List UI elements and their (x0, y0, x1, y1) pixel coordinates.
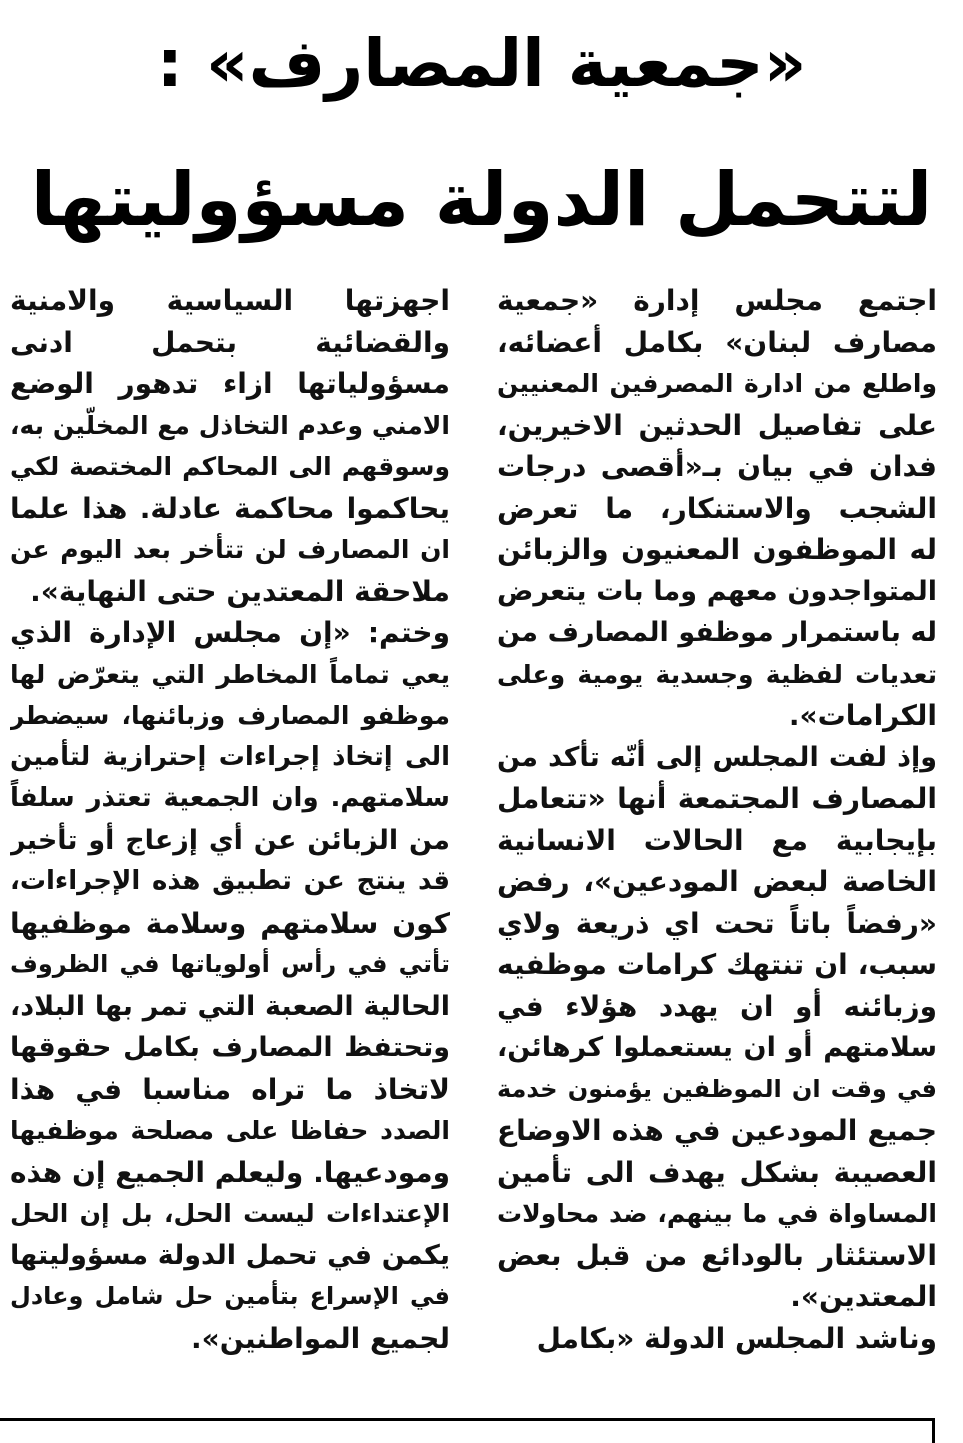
text-line: له باستمرار موظفو المصارف من (497, 617, 937, 648)
text-line: ملاحقة المعتدين حتى النهاية». (30, 574, 450, 608)
text-line: في وقت ان الموظفين يؤمنون خدمة (497, 1074, 937, 1103)
text-line: المتواجدون معهم وما بات يتعرض (497, 575, 937, 607)
text-line: لاتخاذ ما تراه مناسبا في هذا (10, 1072, 450, 1106)
text-line: المصارف المجتمعة أنها «تتعامل (497, 782, 937, 815)
text-line: الشجب والاستنكار، ما تعرض (497, 491, 937, 525)
text-line: بإيجابية مع الحالات الانسانية (497, 823, 937, 857)
text-line: «رفضاً باتاً تحت اي ذريعة ولاي (497, 906, 937, 940)
text-line: وإذ لفت المجلس إلى أنّه تأكد من (497, 741, 937, 773)
text-line: وناشد المجلس الدولة «بكامل (536, 1321, 937, 1355)
text-line: المعتدين». (790, 1280, 937, 1313)
text-line: يحاكموا محاكمة عادلة. هذا علما (10, 491, 450, 525)
text-line: الامني وعدم التخاذل مع المخلّين به، (10, 410, 450, 440)
text-line: له الموظفون المعنيون والزبائن (497, 533, 937, 566)
text-line: وختم: «إن مجلس الإدارة الذي (10, 616, 450, 649)
text-line: من الزبائن عن أي إزعاج أو تأخير (10, 824, 450, 856)
text-line: كون سلامتهم وسلامة موظفيها (10, 906, 450, 940)
text-line: لجميع المواطنين». (191, 1321, 450, 1355)
text-line: سلامتهم. وان الجمعية تعتذر سلفاً (10, 783, 450, 813)
bottom-border-rule (0, 1418, 935, 1443)
headline-line-2: لتتحمل الدولة مسؤوليتها (30, 157, 933, 243)
text-line: الاستئثار بالودائع من قبل بعض (497, 1238, 937, 1272)
text-line: اجتمع مجلس إدارة «جمعية (497, 284, 937, 317)
article-column-left (10, 280, 450, 1359)
text-line: الى إتخاذ إجراءات إحترازية لتأمين (10, 741, 450, 772)
text-line: قد ينتج عن تطبيق هذه الإجراءات، (10, 866, 450, 896)
text-line: وتحتفظ المصارف بكامل حقوقها (10, 1032, 450, 1063)
text-line: المساواة في ما بينهم، ضد محاولات (497, 1199, 937, 1228)
text-line: فدان في بيان بـ«أقصى درجات (497, 450, 937, 483)
text-line: تأتي في رأس أولوياتها في الظروف (10, 950, 450, 978)
text-line: ان المصارف لن تتأخر بعد اليوم عن (10, 535, 450, 564)
text-line: وسوقهم الى المحاكم المختصة لكي (10, 452, 450, 481)
text-line: مصارف لبنان» بكامل أعضائه، (497, 325, 937, 359)
article-column-right (497, 280, 937, 1359)
text-line: موظفو المصارف وزبائنها، سيضطر (10, 701, 450, 730)
text-line: سبب، ان تنتهك كرامات موظفيه (497, 948, 937, 981)
text-line: الكرامات». (788, 699, 937, 732)
text-line: يعي تماماً المخاطر التي يتعرّض لها (10, 659, 450, 689)
text-line: في الإسراع بتأمين حل شامل وعادل (10, 1282, 450, 1310)
text-line: الحالية الصعبة التي تمر بها البلاد، (10, 990, 450, 1022)
text-line: واطلع من ادارة المصرفين المعنيين (497, 369, 937, 398)
text-line: على تفاصيل الحدثين الاخيرين، (497, 408, 937, 442)
headline-line-1: «جمعية المصارف» : (156, 25, 807, 102)
text-line: مسؤولياتها ازاء تدهور الوضع (10, 367, 450, 400)
text-line: سلامتهم أو ان يستعملوا كرهائن، (497, 1032, 937, 1063)
text-line: والقضائية بتحمل ادنى (10, 325, 450, 359)
text-line: الإعتداءات ليست الحل، بل إن الحل (10, 1199, 450, 1228)
text-line: تعديات لفظية وجسدية يومية وعلى (497, 659, 937, 689)
text-line: وزبائنه أو ان يهدد هؤلاء في (497, 989, 937, 1023)
text-line: ومودعيها. وليعلم الجميع إن هذه (10, 1155, 450, 1189)
text-line: العصيبة بشكل يهدف الى تأمين (497, 1155, 937, 1189)
text-line: الصدد حفاظا على مصلحة موظفيها (10, 1116, 450, 1145)
text-line: جميع المودعين في هذه الاوضاع (497, 1114, 937, 1147)
text-line: اجهزتها السياسية والامنية (10, 284, 450, 317)
text-line: يكمن في تحمل الدولة مسؤوليتها (10, 1239, 450, 1271)
text-line: الخاصة لبعض المودعين»، رفض (497, 865, 937, 898)
